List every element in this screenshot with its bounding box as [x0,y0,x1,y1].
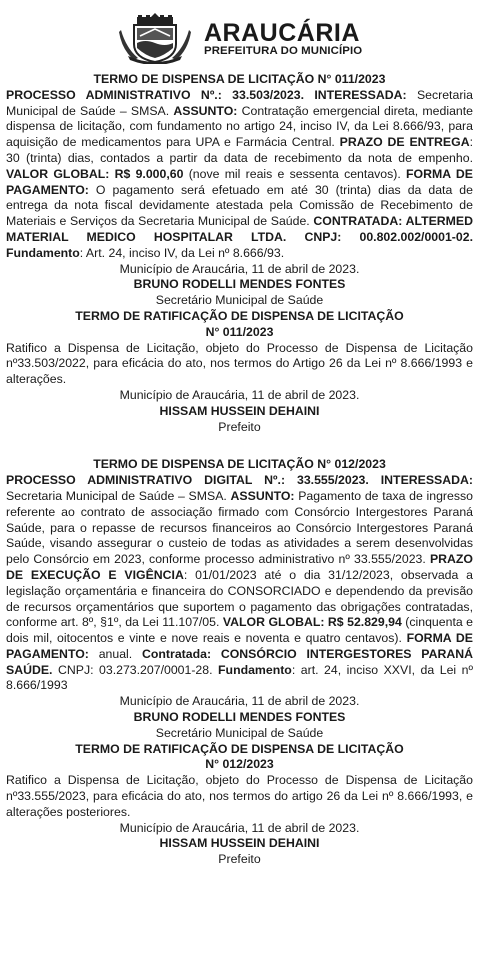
section1-signer-role: Secretário Municipal de Saúde [155,293,324,308]
section1-prazo-label: PRAZO DE ENTREGA [339,135,470,150]
section4-body: Ratifico a Dispensa de Licitação, objeto do Processo de Dispensa de Licitação nº33.555/2023, para eficácia do ato, nos termos do artigo 26 da Lei nº 8.666/1993, e alterações posteriores. [6,773,473,819]
section1-contratada-text: : Art. 24, inciso IV, da Lei nº 8.666/93. [79,245,285,260]
city-name: ARAUCÁRIA [204,19,360,47]
section3-title: TERMO DE DISPENSA DE LICITAÇÃO N° 012/2023 [93,457,386,472]
section3-contratada-text: CNPJ: 03.273.207/0001-28. [52,662,219,677]
section1-processo-label: PROCESSO ADMINISTRATIVO Nº.: 33.503/2023. INTERESSADA: [6,87,407,102]
section3-body [6,473,473,694]
section3-forma-label: FORMA DE PAGAMENTO: [6,631,473,661]
section1-forma-label: FORMA DE PAGAMENTO: [6,166,473,197]
section2-signer-role: Prefeito [218,419,261,434]
section4-number: N° 012/2023 [205,757,274,772]
section1-valor-label: VALOR GLOBAL: R$ 9.000,60 [6,166,184,181]
section3-signer: BRUNO RODELLI MENDES FONTES [133,710,346,725]
section3-forma-text: anual. [88,646,143,661]
municipal-crest-icon [118,10,192,64]
section4-signer-role: Prefeito [218,852,261,867]
section3-fundamento-text: : art. 24, inciso XXVI, da Lei nº 8.666/1993 [6,662,473,693]
section2-date: Município de Araucária, 11 de abril de 2023. [119,387,360,402]
section3-valor-text: (cinquenta e dois mil, oitocentos e vinte e nove reais e noventa e quatro centavos). [6,615,473,646]
city-hall-subtitle: PREFEITURA DO MUNICÍPIO [204,45,363,57]
section1-assunto-text: Contratação emergencial direta, mediante dispensa de licitação, com fundamento no artigo 24, inciso IV, da Lei 8.666/93, para aquisição de medicamentos para UPA e Farmácia Central. [6,103,474,150]
section2-number: N° 011/2023 [205,324,274,339]
section1-assunto-label: ASSUNTO: [173,103,238,118]
section2-signer: HISSAM HUSSEIN DEHAINI [159,403,320,418]
section1-contratada-label: CONTRATADA: ALTERMED MATERIAL MEDICO HOSPITALAR LTDA. CNPJ: 00.802.002/0001-02. Fundamento [6,214,473,260]
notice-content [6,72,473,868]
section3-processo-text: Secretaria Municipal de Saúde – SMSA. [6,488,231,503]
section3-valor-label: VALOR GLOBAL: R$ 52.829,94 [222,615,402,630]
brand-block [204,21,362,58]
section1-valor-text: (nove mil reais e sessenta centavos). [183,166,407,181]
section3-contratada-label: Contratada: CONSÓRCIO INTERGESTORES PARANÁ SAÚDE. [6,646,473,677]
section1-body [6,88,473,262]
section4-date: Município de Araucária, 11 de abril de 2023. [119,820,360,835]
section4-title: TERMO DE RATIFICAÇÃO DE DISPENSA DE LICITAÇÃO [75,741,404,756]
section3-assunto-text: Pagamento de taxa de ingresso referente ao contrato de associação firmado com Consórcio Intergestores Paraná Saúde, para o repasse de recursos financeiros ao Consórcio Intergestores Paraná Saúde, visando assegurar o custeio de todas as atividades a serem desenvolvidas pelo Consórcio em 2023, conforme processo administrativo nº 33.555/2023. [6,488,474,567]
section3-prazo-label: PRAZO DE EXECUÇÃO E VIGÊNCIA [6,552,473,582]
section1-signer: BRUNO RODELLI MENDES FONTES [133,277,346,292]
section1-prazo-text: : 30 (trinta) dias, contados a partir da data de recebimento da nota de empenho. [6,135,473,165]
section1-forma-text: O pagamento será efetuado em até 30 (trinta) dias da data de entrega da nota fiscal devidamente atestada pela Comissão de Recebimento de Materiais e Serviços da Secretaria Municipal de Saúde. [6,182,473,229]
section2-title: TERMO DE RATIFICAÇÃO DE DISPENSA DE LICITAÇÃO [75,308,404,323]
section1-date: Município de Araucária, 11 de abril de 2023. [119,261,360,276]
section3-fundamento-label: Fundamento [218,662,292,677]
section3-processo-label: PROCESSO ADMINISTRATIVO DIGITAL Nº.: 33.555/2023. INTERESSADA: [6,473,473,488]
section-divider-space [6,435,473,457]
section4-signer: HISSAM HUSSEIN DEHAINI [159,836,320,851]
section2-body: Ratifico a Dispensa de Licitação, objeto do Processo de Dispensa de Licitação nº33.503/2022, para eficácia do ato, nos termos do Artigo 26 da Lei nº 8.666/1993 e alterações. [6,340,473,387]
section3-date: Município de Araucária, 11 de abril de 2023. [119,694,360,709]
section1-title: TERMO DE DISPENSA DE LICITAÇÃO N° 011/2023 [93,72,386,86]
section3-assunto-label: ASSUNTO: [230,488,295,503]
section1-processo-text: Secretaria Municipal de Saúde – SMSA. [6,87,473,118]
section3-signer-role: Secretário Municipal de Saúde [155,725,324,740]
section3-prazo-text: : 01/01/2023 até o dia 31/12/2023, observada a legislação orçamentária e financeira do CONSORCIADO e dependendo da previsão de recursos orçamentários que suportem o pagamento das obrigações contratadas, conforme art. 8º, §1º, da Lei 11.107/05. [6,567,474,630]
masthead [118,10,363,64]
